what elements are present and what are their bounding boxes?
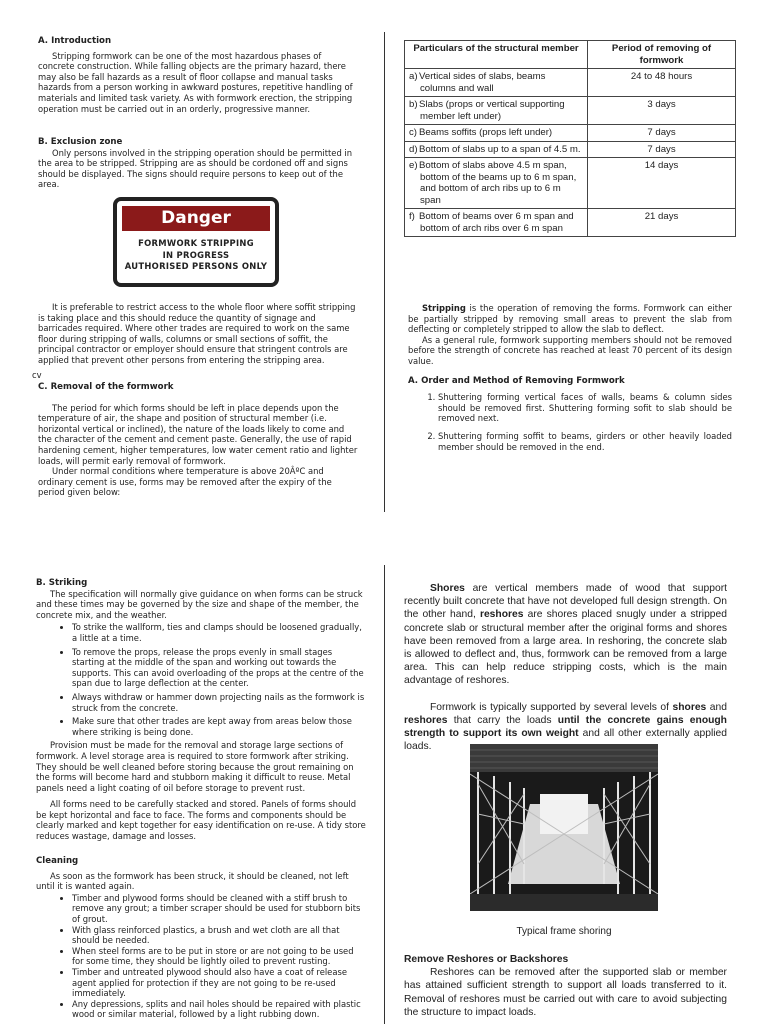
row-period: 14 days xyxy=(588,158,736,209)
table-row xyxy=(405,125,736,142)
row-member: Vertical sides of slabs, beams columns and wall xyxy=(419,71,546,94)
frame-shoring-illustration xyxy=(470,744,658,911)
table-row xyxy=(405,69,736,97)
page-divider-top xyxy=(384,32,385,512)
list-item: • Timber and plywood forms should be cleaned with a stiff brush to remove any grout; a timber scraper should be used for stubborn bits of grout. xyxy=(72,893,366,925)
provision-paragraph: Provision must be made for the removal and storage large sections of formwork. A level storage area is required to store formwork after striking. They should be well cleaned before storing because the grout remaining on the forms will become hard and stubborn making it difficult to reuse. Metal panels need a light coating of oil before storage to prevent rust. xyxy=(36,740,354,793)
remove-reshores-paragraph: Reshores can be removed after the supported slab or member has attained sufficient strength to support all loads transferred to it. Removal of reshores must be carried out with care to avoid subjecting the structure to impact loads. xyxy=(404,967,727,1018)
shores-section xyxy=(404,582,727,753)
striking-heading: B. Striking xyxy=(36,578,88,588)
reshores-term: reshores xyxy=(479,609,524,621)
row-member: Bottom of slabs above 4.5 m span, bottom of the beams up to 6 m span, and bottom of arch ribs up to 6 m span xyxy=(419,160,577,206)
page-divider-bottom xyxy=(384,565,385,1024)
exclusion-section xyxy=(38,137,358,190)
remove-reshores-section xyxy=(404,953,727,1019)
danger-sign xyxy=(113,197,279,287)
stripping-section xyxy=(408,303,732,459)
row-member: Beams soffits (props left under) xyxy=(419,127,553,138)
row-label: a) xyxy=(409,71,418,82)
stripping-term: Stripping xyxy=(422,303,466,313)
intro-paragraph: Stripping formwork can be one of the most hazardous phases of concrete construction. While falling objects are the primary hazard, there may also be fall hazards as a result of floor collapse and manual tasks hazards from a person working in awkward postures, repetitive handling of materials and limited task variety. As with formwork erection, the stripping operation must be carried out in an orderly, progressive manner. xyxy=(38,50,353,114)
formwork-removal-table xyxy=(404,40,736,237)
row-member: Bottom of beams over 6 m span and bottom of arch ribs over 6 m span xyxy=(419,211,574,234)
levels-term-shores: shores xyxy=(672,701,707,713)
cleaning-section xyxy=(36,856,366,1020)
danger-sign-text xyxy=(117,238,275,273)
list-item: • When steel forms are to be put in store or are not going to be used for some time, they should be lightly oiled to prevent rusting. xyxy=(72,946,366,967)
striking-paragraph: The specification will normally give guidance on when forms can be struck and these times may be governed by the size and shape of the member, the concrete mix, and the weather. xyxy=(36,588,363,620)
row-period: 7 days xyxy=(588,125,736,142)
shores-paragraph: are vertical members made of wood that support recently built concrete that have not developed full design strength. On the other hand, xyxy=(404,583,727,621)
list-item: • Timber and untreated plywood should also have a coat of release agent applied for protection if they are not going to be re-used immediately. xyxy=(72,967,366,999)
list-item: • With glass reinforced plastics, a brush and wet cloth are all that should be needed. xyxy=(72,925,366,946)
levels-term-reshores: reshores xyxy=(404,714,448,726)
order-heading: A. Order and Method of Removing Formwork xyxy=(408,375,625,386)
row-label: d) xyxy=(409,143,418,155)
striking-list xyxy=(36,622,366,737)
row-period: 7 days xyxy=(588,141,736,158)
remove-reshores-heading: Remove Reshores or Backshores xyxy=(404,954,569,965)
danger-sign-title: Danger xyxy=(122,206,270,231)
figure-caption: Typical frame shoring xyxy=(516,926,612,937)
row-period: 24 to 48 hours xyxy=(588,69,736,97)
table-header-member: Particulars of the structural member xyxy=(405,41,588,69)
removal-heading: C. Removal of the formwork xyxy=(38,382,174,392)
cleaning-list xyxy=(36,893,366,1020)
row-label: c) xyxy=(409,127,417,138)
row-member: Slabs (props or vertical supporting member left under) xyxy=(419,99,565,122)
row-label: b) xyxy=(409,99,418,110)
shores-paragraph-2: are shores placed snugly under a stripped concrete slab or structural member after the original forms and shores have been removed from a large area. In reshoring, the concrete slab is allowed to deflect and, thus, formwork can be removed from a large area. This can help reduce stripping costs, which is the main advantage of reshores. xyxy=(404,609,727,687)
intro-heading: A. Introduction xyxy=(38,36,112,46)
list-item: • Any depressions, splits and nail holes should be repaired with plastic wood or similar material, followed by a light rubbing down. xyxy=(72,999,366,1020)
row-period: 21 days xyxy=(588,209,736,237)
removal-paragraph-2: Under normal conditions where temperature is above 20ÂºC and ordinary cement is use, forms may be removed after the expiry of the period given below: xyxy=(38,466,332,498)
table-row xyxy=(405,141,736,158)
row-label: e) xyxy=(409,160,418,171)
list-item: 1. Shuttering forming vertical faces of walls, beams & column sides should be removed first. Shuttering forming sofit to slab should be removed next. xyxy=(438,392,732,424)
table-row xyxy=(405,209,736,237)
shores-term: Shores xyxy=(430,583,465,594)
levels-and: and xyxy=(709,701,727,713)
danger-sign-line: FORMWORK STRIPPING xyxy=(138,238,254,248)
frame-shoring-photo xyxy=(470,744,658,911)
danger-sign-line: AUTHORISED PERSONS ONLY xyxy=(124,261,268,271)
list-item: • Always withdraw or hammer down projecting nails as the formwork is struck from the concrete. xyxy=(72,692,366,713)
intro-section xyxy=(38,36,358,114)
order-list xyxy=(408,392,732,452)
removal-section xyxy=(38,382,358,498)
danger-sign-line: IN PROGRESS xyxy=(162,249,230,260)
stacked-paragraph: All forms need to be carefully stacked and stored. Panels of forms should be kept horizontal and face to face. The forms and components should be clearly marked and kept together for easy identification on re-use. A tidy store reduces wastage, damage and losses. xyxy=(36,799,366,842)
restrict-section xyxy=(38,302,358,366)
list-item: • To remove the props, release the props evenly in small stages starting at the middle of the span and working out towards the supports. This can avoid overloading of the props at the centre of the span due to large deflection at the center. xyxy=(72,647,366,689)
restrict-paragraph: It is preferable to restrict access to the whole floor where soffit stripping is taking place and this should reduce the quantity of signage and barricades required. Where other trades are required to work on the same floor during stripping of walls, columns or small sections of soffit, the principal contractor or employer should ensure that stringent controls are applied that prevent other persons from entering the stripping area. xyxy=(38,302,356,365)
table-header-period: Period of removing of formwork xyxy=(588,41,736,69)
levels-term-strength: until the concrete gains enough strength to support its own weight xyxy=(404,714,727,740)
table-row xyxy=(405,158,736,209)
row-label: f) xyxy=(409,211,415,222)
exclusion-paragraph: Only persons involved in the stripping operation should be permitted in the area to be stripped. Stripping are as should be cordoned off and signs should be displayed. The signs should require persons to keep out of the area. xyxy=(38,147,353,190)
list-item: • To strike the wallform, ties and clamps should be loosened gradually, a little at a time. xyxy=(72,622,366,643)
table-header-row xyxy=(405,41,736,69)
general-rule-paragraph: As a general rule, formwork supporting members should not be removed before the strength of concrete has reached at least 70 percent of its design value. xyxy=(408,334,732,366)
cleaning-heading: Cleaning xyxy=(36,856,79,866)
exclusion-heading: B. Exclusion zone xyxy=(38,137,123,147)
row-member: Bottom of slabs up to a span of 4.5 m. xyxy=(419,143,581,155)
cleaning-paragraph: As soon as the formwork has been struck, it should be cleaned, not left until it is wanted again. xyxy=(36,870,349,892)
row-period: 3 days xyxy=(588,97,736,125)
list-item: • Make sure that other trades are kept away from areas below those where striking is being done. xyxy=(72,716,366,737)
list-item: 2. Shuttering forming soffit to beams, girders or other heavily loaded member should be removed in the end. xyxy=(438,431,732,452)
removal-paragraph: The period for which forms should be left in place depends upon the temperature of air, the shape and position of structural member (i.e. horizontal vertical or inclined), the nature of the loads likely to come and the character of the cement and cement paste. Generally, the use of rapid hardening cement, higher temperatures, low water cement ratio and lighter loads, will permit early removal of formwork. xyxy=(38,402,358,466)
stray-mark: cv xyxy=(32,370,42,380)
levels-text-2: that carry the loads xyxy=(453,714,552,726)
striking-section xyxy=(36,578,366,842)
levels-text: Formwork is typically supported by several levels of xyxy=(430,701,670,713)
table-row xyxy=(405,97,736,125)
stripping-paragraph: is the operation of removing the forms. Formwork can either be partially stripped by removing small areas to prevent the slab from deflecting or completely stripped to allow the slab to deflect. xyxy=(408,303,732,335)
levels-text-3: and all other externally applied loads. xyxy=(404,728,727,753)
